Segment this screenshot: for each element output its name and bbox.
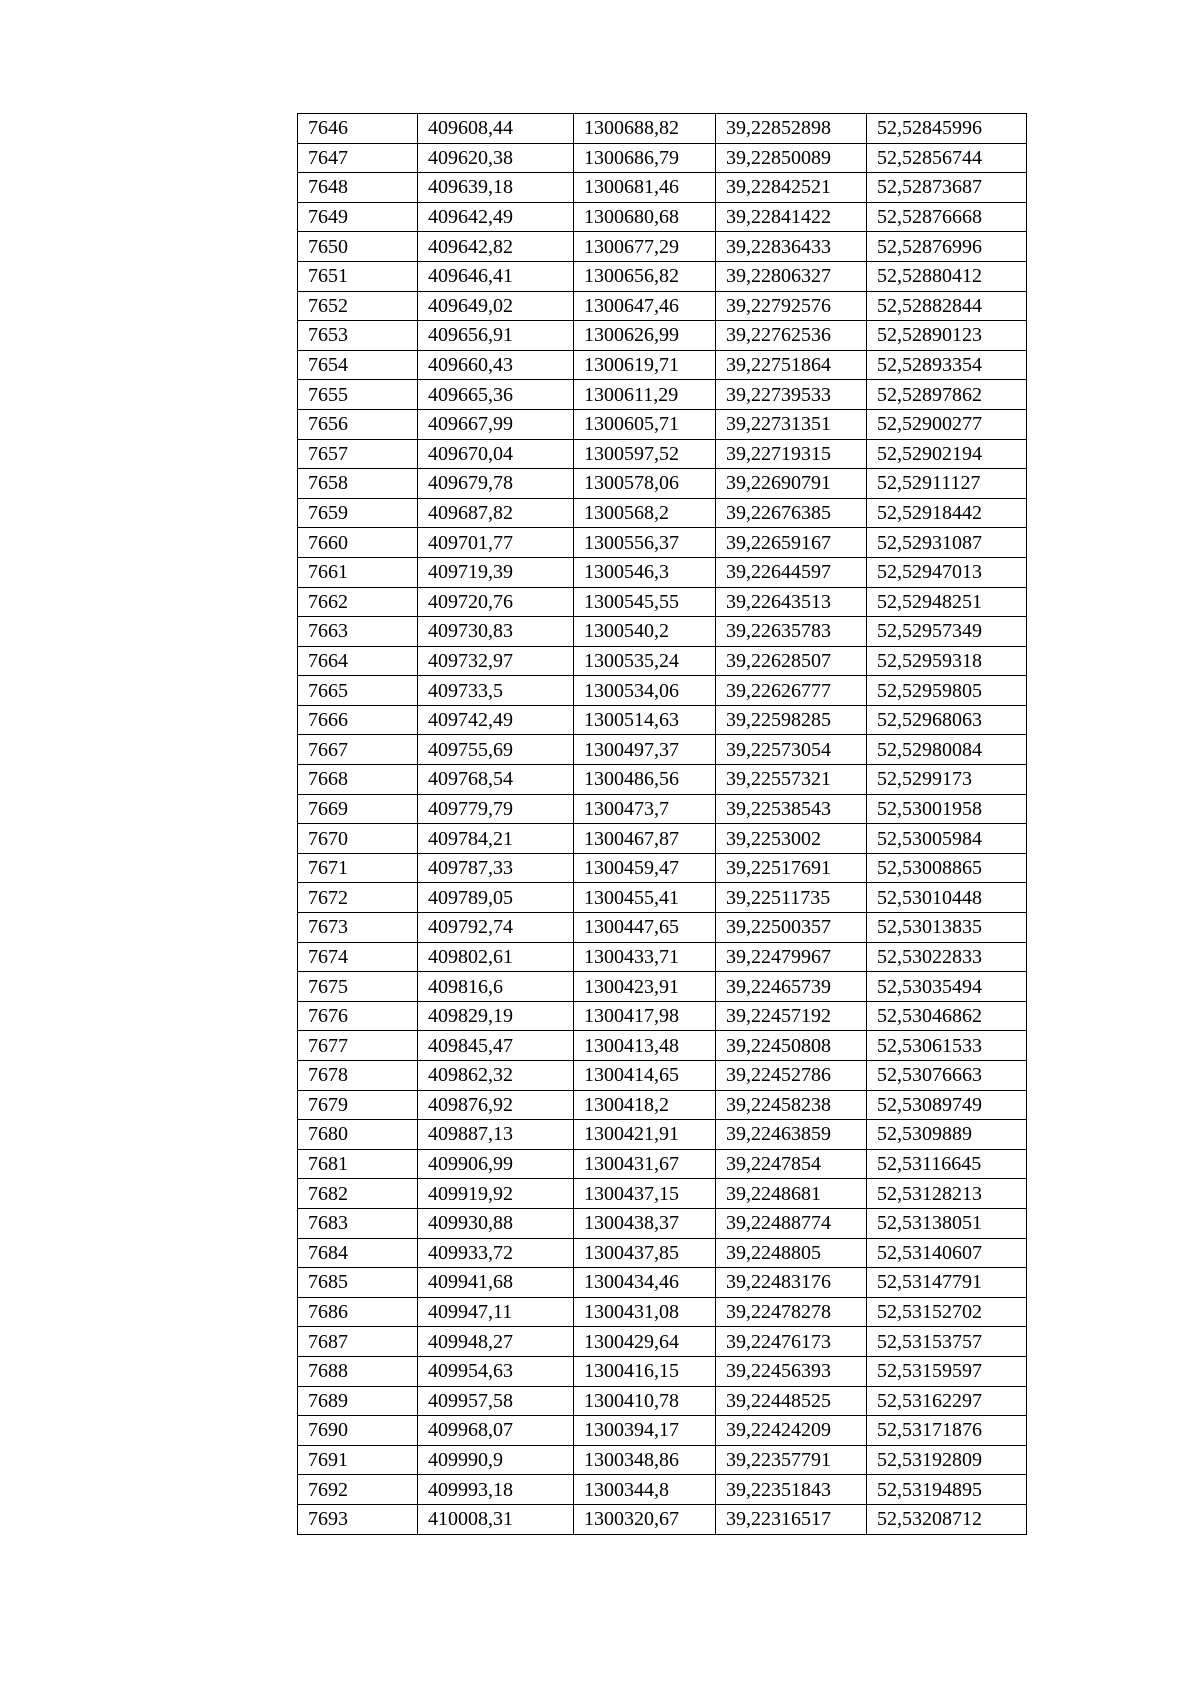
table-row xyxy=(298,380,1027,410)
point-number-cell: 7682 xyxy=(298,1179,418,1209)
y-coordinate-cell: 1300534,06 xyxy=(574,676,716,706)
table-row xyxy=(298,1120,1027,1150)
point-number-cell: 7659 xyxy=(298,498,418,528)
point-number-cell: 7692 xyxy=(298,1475,418,1505)
latitude-cell: 52,52968063 xyxy=(867,705,1027,735)
x-coordinate-cell: 409730,83 xyxy=(418,617,574,647)
longitude-cell: 39,22719315 xyxy=(716,439,867,469)
latitude-cell: 52,53128213 xyxy=(867,1179,1027,1209)
table-row xyxy=(298,1208,1027,1238)
latitude-cell: 52,53152702 xyxy=(867,1297,1027,1327)
longitude-cell: 39,22841422 xyxy=(716,202,867,232)
y-coordinate-cell: 1300535,24 xyxy=(574,646,716,676)
point-number-cell: 7685 xyxy=(298,1268,418,1298)
table-row xyxy=(298,1001,1027,1031)
latitude-cell: 52,53061533 xyxy=(867,1031,1027,1061)
y-coordinate-cell: 1300416,15 xyxy=(574,1356,716,1386)
table-row xyxy=(298,350,1027,380)
table-row xyxy=(298,439,1027,469)
y-coordinate-cell: 1300417,98 xyxy=(574,1001,716,1031)
point-number-cell: 7660 xyxy=(298,528,418,558)
longitude-cell: 39,22452786 xyxy=(716,1061,867,1091)
x-coordinate-cell: 409719,39 xyxy=(418,557,574,587)
longitude-cell: 39,22538543 xyxy=(716,794,867,824)
y-coordinate-cell: 1300681,46 xyxy=(574,173,716,203)
table-row xyxy=(298,1031,1027,1061)
point-number-cell: 7668 xyxy=(298,765,418,795)
point-number-cell: 7658 xyxy=(298,469,418,499)
x-coordinate-cell: 409701,77 xyxy=(418,528,574,558)
latitude-cell: 52,52876996 xyxy=(867,232,1027,262)
x-coordinate-cell: 409948,27 xyxy=(418,1327,574,1357)
x-coordinate-cell: 409990,9 xyxy=(418,1445,574,1475)
y-coordinate-cell: 1300688,82 xyxy=(574,114,716,144)
x-coordinate-cell: 409862,32 xyxy=(418,1061,574,1091)
longitude-cell: 39,22626777 xyxy=(716,676,867,706)
x-coordinate-cell: 409876,92 xyxy=(418,1090,574,1120)
y-coordinate-cell: 1300546,3 xyxy=(574,557,716,587)
latitude-cell: 52,53089749 xyxy=(867,1090,1027,1120)
point-number-cell: 7671 xyxy=(298,853,418,883)
y-coordinate-cell: 1300418,2 xyxy=(574,1090,716,1120)
x-coordinate-cell: 409947,11 xyxy=(418,1297,574,1327)
table-row xyxy=(298,469,1027,499)
y-coordinate-cell: 1300611,29 xyxy=(574,380,716,410)
y-coordinate-cell: 1300656,82 xyxy=(574,261,716,291)
x-coordinate-cell: 409787,33 xyxy=(418,853,574,883)
point-number-cell: 7690 xyxy=(298,1416,418,1446)
x-coordinate-cell: 409620,38 xyxy=(418,143,574,173)
longitude-cell: 39,22476173 xyxy=(716,1327,867,1357)
point-number-cell: 7669 xyxy=(298,794,418,824)
y-coordinate-cell: 1300486,56 xyxy=(574,765,716,795)
latitude-cell: 52,52856744 xyxy=(867,143,1027,173)
y-coordinate-cell: 1300410,78 xyxy=(574,1386,716,1416)
latitude-cell: 52,52918442 xyxy=(867,498,1027,528)
latitude-cell: 52,53159597 xyxy=(867,1356,1027,1386)
x-coordinate-cell: 409957,58 xyxy=(418,1386,574,1416)
longitude-cell: 39,22483176 xyxy=(716,1268,867,1298)
y-coordinate-cell: 1300578,06 xyxy=(574,469,716,499)
x-coordinate-cell: 409933,72 xyxy=(418,1238,574,1268)
point-number-cell: 7647 xyxy=(298,143,418,173)
point-number-cell: 7691 xyxy=(298,1445,418,1475)
point-number-cell: 7681 xyxy=(298,1149,418,1179)
x-coordinate-cell: 409816,6 xyxy=(418,972,574,1002)
latitude-cell: 52,52959318 xyxy=(867,646,1027,676)
table-row xyxy=(298,1149,1027,1179)
point-number-cell: 7661 xyxy=(298,557,418,587)
y-coordinate-cell: 1300597,52 xyxy=(574,439,716,469)
latitude-cell: 52,53022833 xyxy=(867,942,1027,972)
longitude-cell: 39,22598285 xyxy=(716,705,867,735)
longitude-cell: 39,22643513 xyxy=(716,587,867,617)
y-coordinate-cell: 1300556,37 xyxy=(574,528,716,558)
longitude-cell: 39,22635783 xyxy=(716,617,867,647)
table-row xyxy=(298,528,1027,558)
latitude-cell: 52,53153757 xyxy=(867,1327,1027,1357)
table-row xyxy=(298,321,1027,351)
point-number-cell: 7654 xyxy=(298,350,418,380)
table-row xyxy=(298,409,1027,439)
latitude-cell: 52,52902194 xyxy=(867,439,1027,469)
latitude-cell: 52,52900277 xyxy=(867,409,1027,439)
point-number-cell: 7680 xyxy=(298,1120,418,1150)
point-number-cell: 7683 xyxy=(298,1208,418,1238)
y-coordinate-cell: 1300686,79 xyxy=(574,143,716,173)
point-number-cell: 7646 xyxy=(298,114,418,144)
x-coordinate-cell: 409768,54 xyxy=(418,765,574,795)
point-number-cell: 7665 xyxy=(298,676,418,706)
coordinates-table xyxy=(297,113,1027,1535)
x-coordinate-cell: 409941,68 xyxy=(418,1268,574,1298)
table-row xyxy=(298,1356,1027,1386)
point-number-cell: 7672 xyxy=(298,883,418,913)
longitude-cell: 39,22806327 xyxy=(716,261,867,291)
point-number-cell: 7662 xyxy=(298,587,418,617)
x-coordinate-cell: 409779,79 xyxy=(418,794,574,824)
table-row xyxy=(298,853,1027,883)
latitude-cell: 52,5299173 xyxy=(867,765,1027,795)
longitude-cell: 39,22517691 xyxy=(716,853,867,883)
table-row xyxy=(298,1445,1027,1475)
x-coordinate-cell: 409608,44 xyxy=(418,114,574,144)
latitude-cell: 52,52876668 xyxy=(867,202,1027,232)
longitude-cell: 39,22762536 xyxy=(716,321,867,351)
table-row xyxy=(298,587,1027,617)
table-row xyxy=(298,617,1027,647)
longitude-cell: 39,2248681 xyxy=(716,1179,867,1209)
y-coordinate-cell: 1300605,71 xyxy=(574,409,716,439)
table-row xyxy=(298,1386,1027,1416)
longitude-cell: 39,22463859 xyxy=(716,1120,867,1150)
longitude-cell: 39,22842521 xyxy=(716,173,867,203)
table-row xyxy=(298,1179,1027,1209)
table-row xyxy=(298,261,1027,291)
longitude-cell: 39,22424209 xyxy=(716,1416,867,1446)
latitude-cell: 52,53005984 xyxy=(867,824,1027,854)
latitude-cell: 52,52882844 xyxy=(867,291,1027,321)
y-coordinate-cell: 1300447,65 xyxy=(574,913,716,943)
longitude-cell: 39,22644597 xyxy=(716,557,867,587)
longitude-cell: 39,22850089 xyxy=(716,143,867,173)
latitude-cell: 52,53147791 xyxy=(867,1268,1027,1298)
point-number-cell: 7655 xyxy=(298,380,418,410)
point-number-cell: 7674 xyxy=(298,942,418,972)
latitude-cell: 52,53171876 xyxy=(867,1416,1027,1446)
y-coordinate-cell: 1300514,63 xyxy=(574,705,716,735)
y-coordinate-cell: 1300437,85 xyxy=(574,1238,716,1268)
longitude-cell: 39,22500357 xyxy=(716,913,867,943)
x-coordinate-cell: 409845,47 xyxy=(418,1031,574,1061)
y-coordinate-cell: 1300348,86 xyxy=(574,1445,716,1475)
x-coordinate-cell: 409670,04 xyxy=(418,439,574,469)
latitude-cell: 52,53116645 xyxy=(867,1149,1027,1179)
longitude-cell: 39,2247854 xyxy=(716,1149,867,1179)
table-row xyxy=(298,913,1027,943)
latitude-cell: 52,52947013 xyxy=(867,557,1027,587)
table-row xyxy=(298,1327,1027,1357)
longitude-cell: 39,22511735 xyxy=(716,883,867,913)
latitude-cell: 52,53008865 xyxy=(867,853,1027,883)
coordinates-table-body xyxy=(298,114,1027,1535)
longitude-cell: 39,22852898 xyxy=(716,114,867,144)
x-coordinate-cell: 409789,05 xyxy=(418,883,574,913)
longitude-cell: 39,22628507 xyxy=(716,646,867,676)
point-number-cell: 7675 xyxy=(298,972,418,1002)
longitude-cell: 39,22659167 xyxy=(716,528,867,558)
y-coordinate-cell: 1300438,37 xyxy=(574,1208,716,1238)
y-coordinate-cell: 1300431,67 xyxy=(574,1149,716,1179)
point-number-cell: 7649 xyxy=(298,202,418,232)
table-row xyxy=(298,1475,1027,1505)
longitude-cell: 39,22450808 xyxy=(716,1031,867,1061)
longitude-cell: 39,22573054 xyxy=(716,735,867,765)
x-coordinate-cell: 409802,61 xyxy=(418,942,574,972)
longitude-cell: 39,22465739 xyxy=(716,972,867,1002)
longitude-cell: 39,22316517 xyxy=(716,1504,867,1534)
y-coordinate-cell: 1300429,64 xyxy=(574,1327,716,1357)
y-coordinate-cell: 1300431,08 xyxy=(574,1297,716,1327)
point-number-cell: 7679 xyxy=(298,1090,418,1120)
table-row xyxy=(298,735,1027,765)
longitude-cell: 39,22458238 xyxy=(716,1090,867,1120)
longitude-cell: 39,22792576 xyxy=(716,291,867,321)
point-number-cell: 7657 xyxy=(298,439,418,469)
latitude-cell: 52,52931087 xyxy=(867,528,1027,558)
x-coordinate-cell: 409679,78 xyxy=(418,469,574,499)
x-coordinate-cell: 409642,82 xyxy=(418,232,574,262)
latitude-cell: 52,53192809 xyxy=(867,1445,1027,1475)
x-coordinate-cell: 409656,91 xyxy=(418,321,574,351)
y-coordinate-cell: 1300413,48 xyxy=(574,1031,716,1061)
point-number-cell: 7684 xyxy=(298,1238,418,1268)
table-row xyxy=(298,883,1027,913)
point-number-cell: 7676 xyxy=(298,1001,418,1031)
latitude-cell: 52,53010448 xyxy=(867,883,1027,913)
longitude-cell: 39,22351843 xyxy=(716,1475,867,1505)
latitude-cell: 52,53013835 xyxy=(867,913,1027,943)
point-number-cell: 7667 xyxy=(298,735,418,765)
table-row xyxy=(298,202,1027,232)
latitude-cell: 52,53162297 xyxy=(867,1386,1027,1416)
point-number-cell: 7678 xyxy=(298,1061,418,1091)
x-coordinate-cell: 409720,76 xyxy=(418,587,574,617)
latitude-cell: 52,52980084 xyxy=(867,735,1027,765)
table-row xyxy=(298,557,1027,587)
latitude-cell: 52,52845996 xyxy=(867,114,1027,144)
point-number-cell: 7650 xyxy=(298,232,418,262)
longitude-cell: 39,22676385 xyxy=(716,498,867,528)
table-row xyxy=(298,1090,1027,1120)
point-number-cell: 7652 xyxy=(298,291,418,321)
latitude-cell: 52,52890123 xyxy=(867,321,1027,351)
longitude-cell: 39,22739533 xyxy=(716,380,867,410)
latitude-cell: 52,53001958 xyxy=(867,794,1027,824)
x-coordinate-cell: 409792,74 xyxy=(418,913,574,943)
table-row xyxy=(298,646,1027,676)
longitude-cell: 39,22731351 xyxy=(716,409,867,439)
y-coordinate-cell: 1300437,15 xyxy=(574,1179,716,1209)
y-coordinate-cell: 1300619,71 xyxy=(574,350,716,380)
y-coordinate-cell: 1300545,55 xyxy=(574,587,716,617)
y-coordinate-cell: 1300626,99 xyxy=(574,321,716,351)
table-row xyxy=(298,676,1027,706)
latitude-cell: 52,52893354 xyxy=(867,350,1027,380)
latitude-cell: 52,53076663 xyxy=(867,1061,1027,1091)
x-coordinate-cell: 409742,49 xyxy=(418,705,574,735)
longitude-cell: 39,22557321 xyxy=(716,765,867,795)
y-coordinate-cell: 1300344,8 xyxy=(574,1475,716,1505)
latitude-cell: 52,5309889 xyxy=(867,1120,1027,1150)
x-coordinate-cell: 409642,49 xyxy=(418,202,574,232)
x-coordinate-cell: 409930,88 xyxy=(418,1208,574,1238)
longitude-cell: 39,22478278 xyxy=(716,1297,867,1327)
point-number-cell: 7666 xyxy=(298,705,418,735)
x-coordinate-cell: 409755,69 xyxy=(418,735,574,765)
point-number-cell: 7656 xyxy=(298,409,418,439)
y-coordinate-cell: 1300433,71 xyxy=(574,942,716,972)
table-row xyxy=(298,1504,1027,1534)
point-number-cell: 7663 xyxy=(298,617,418,647)
x-coordinate-cell: 409667,99 xyxy=(418,409,574,439)
latitude-cell: 52,52948251 xyxy=(867,587,1027,617)
x-coordinate-cell: 409954,63 xyxy=(418,1356,574,1386)
x-coordinate-cell: 409639,18 xyxy=(418,173,574,203)
table-row xyxy=(298,1268,1027,1298)
point-number-cell: 7670 xyxy=(298,824,418,854)
longitude-cell: 39,22456393 xyxy=(716,1356,867,1386)
latitude-cell: 52,53140607 xyxy=(867,1238,1027,1268)
y-coordinate-cell: 1300568,2 xyxy=(574,498,716,528)
table-row xyxy=(298,1297,1027,1327)
table-row xyxy=(298,498,1027,528)
x-coordinate-cell: 409887,13 xyxy=(418,1120,574,1150)
latitude-cell: 52,53194895 xyxy=(867,1475,1027,1505)
longitude-cell: 39,22479967 xyxy=(716,942,867,972)
point-number-cell: 7693 xyxy=(298,1504,418,1534)
y-coordinate-cell: 1300647,46 xyxy=(574,291,716,321)
longitude-cell: 39,22751864 xyxy=(716,350,867,380)
y-coordinate-cell: 1300423,91 xyxy=(574,972,716,1002)
x-coordinate-cell: 409993,18 xyxy=(418,1475,574,1505)
longitude-cell: 39,22457192 xyxy=(716,1001,867,1031)
y-coordinate-cell: 1300414,65 xyxy=(574,1061,716,1091)
longitude-cell: 39,22836433 xyxy=(716,232,867,262)
table-row xyxy=(298,705,1027,735)
x-coordinate-cell: 409646,41 xyxy=(418,261,574,291)
point-number-cell: 7648 xyxy=(298,173,418,203)
y-coordinate-cell: 1300434,46 xyxy=(574,1268,716,1298)
y-coordinate-cell: 1300473,7 xyxy=(574,794,716,824)
x-coordinate-cell: 410008,31 xyxy=(418,1504,574,1534)
point-number-cell: 7653 xyxy=(298,321,418,351)
latitude-cell: 52,52880412 xyxy=(867,261,1027,291)
point-number-cell: 7688 xyxy=(298,1356,418,1386)
y-coordinate-cell: 1300421,91 xyxy=(574,1120,716,1150)
point-number-cell: 7689 xyxy=(298,1386,418,1416)
table-row xyxy=(298,794,1027,824)
table-row xyxy=(298,1061,1027,1091)
latitude-cell: 52,52959805 xyxy=(867,676,1027,706)
y-coordinate-cell: 1300459,47 xyxy=(574,853,716,883)
x-coordinate-cell: 409732,97 xyxy=(418,646,574,676)
x-coordinate-cell: 409906,99 xyxy=(418,1149,574,1179)
table-row xyxy=(298,232,1027,262)
x-coordinate-cell: 409660,43 xyxy=(418,350,574,380)
y-coordinate-cell: 1300497,37 xyxy=(574,735,716,765)
table-row xyxy=(298,1416,1027,1446)
latitude-cell: 52,53208712 xyxy=(867,1504,1027,1534)
table-row xyxy=(298,972,1027,1002)
table-row xyxy=(298,765,1027,795)
latitude-cell: 52,52873687 xyxy=(867,173,1027,203)
x-coordinate-cell: 409919,92 xyxy=(418,1179,574,1209)
point-number-cell: 7673 xyxy=(298,913,418,943)
longitude-cell: 39,22357791 xyxy=(716,1445,867,1475)
table-row xyxy=(298,143,1027,173)
longitude-cell: 39,22448525 xyxy=(716,1386,867,1416)
x-coordinate-cell: 409784,21 xyxy=(418,824,574,854)
x-coordinate-cell: 409649,02 xyxy=(418,291,574,321)
x-coordinate-cell: 409687,82 xyxy=(418,498,574,528)
point-number-cell: 7651 xyxy=(298,261,418,291)
longitude-cell: 39,22488774 xyxy=(716,1208,867,1238)
table-row xyxy=(298,1238,1027,1268)
longitude-cell: 39,2248805 xyxy=(716,1238,867,1268)
table-row xyxy=(298,942,1027,972)
table-row xyxy=(298,114,1027,144)
point-number-cell: 7687 xyxy=(298,1327,418,1357)
y-coordinate-cell: 1300680,68 xyxy=(574,202,716,232)
latitude-cell: 52,53138051 xyxy=(867,1208,1027,1238)
point-number-cell: 7686 xyxy=(298,1297,418,1327)
longitude-cell: 39,2253002 xyxy=(716,824,867,854)
y-coordinate-cell: 1300467,87 xyxy=(574,824,716,854)
x-coordinate-cell: 409665,36 xyxy=(418,380,574,410)
x-coordinate-cell: 409733,5 xyxy=(418,676,574,706)
y-coordinate-cell: 1300540,2 xyxy=(574,617,716,647)
point-number-cell: 7664 xyxy=(298,646,418,676)
x-coordinate-cell: 409968,07 xyxy=(418,1416,574,1446)
y-coordinate-cell: 1300455,41 xyxy=(574,883,716,913)
table-row xyxy=(298,291,1027,321)
x-coordinate-cell: 409829,19 xyxy=(418,1001,574,1031)
latitude-cell: 52,53035494 xyxy=(867,972,1027,1002)
latitude-cell: 52,53046862 xyxy=(867,1001,1027,1031)
point-number-cell: 7677 xyxy=(298,1031,418,1061)
table-row xyxy=(298,173,1027,203)
longitude-cell: 39,22690791 xyxy=(716,469,867,499)
table-row xyxy=(298,824,1027,854)
y-coordinate-cell: 1300320,67 xyxy=(574,1504,716,1534)
y-coordinate-cell: 1300677,29 xyxy=(574,232,716,262)
latitude-cell: 52,52911127 xyxy=(867,469,1027,499)
y-coordinate-cell: 1300394,17 xyxy=(574,1416,716,1446)
latitude-cell: 52,52897862 xyxy=(867,380,1027,410)
latitude-cell: 52,52957349 xyxy=(867,617,1027,647)
